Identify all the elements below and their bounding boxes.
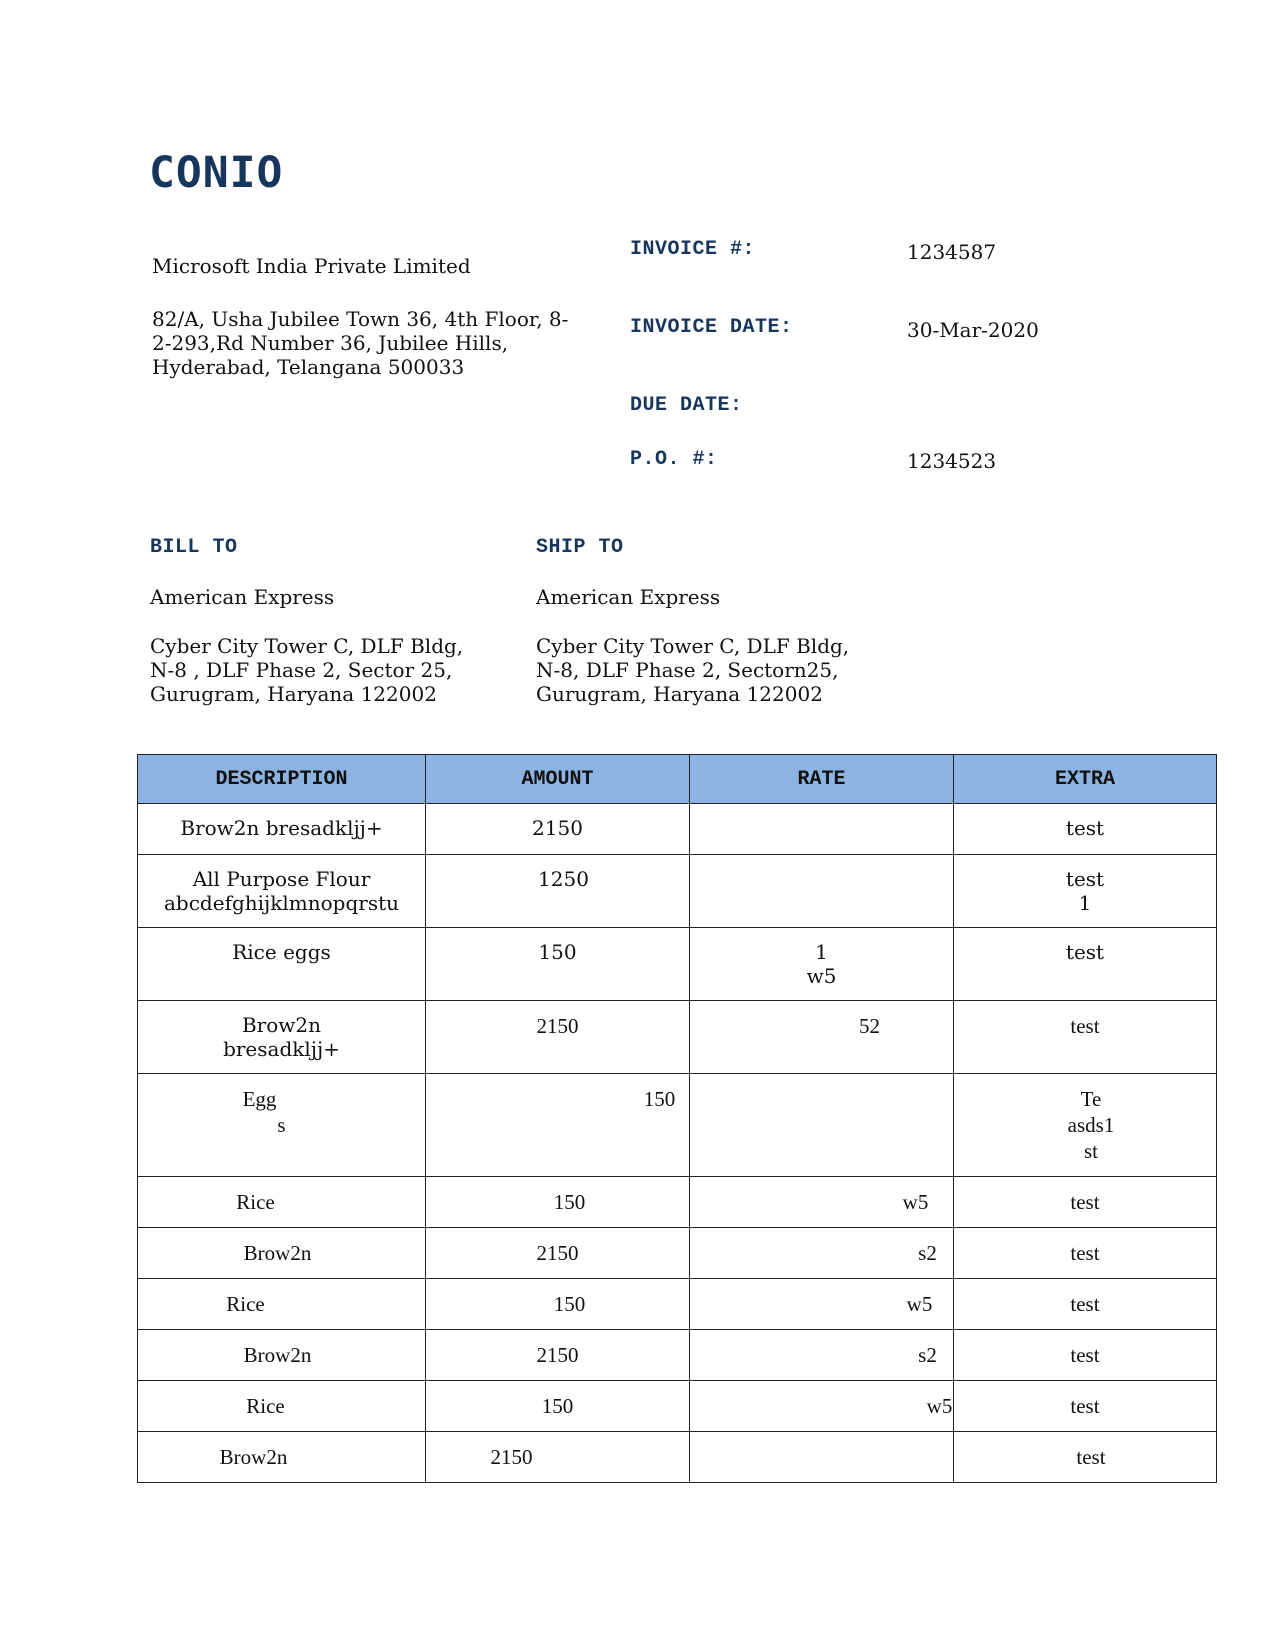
column-header-description: DESCRIPTION (138, 755, 426, 804)
seller-address (152, 307, 602, 379)
seller-name: Microsoft India Private Limited (152, 254, 471, 278)
table-row (138, 804, 1217, 855)
amount-text: 2150 (536, 1343, 579, 1367)
amount-text: 150 (643, 1087, 676, 1111)
cell-description (138, 1001, 426, 1074)
description-text: Rice (226, 1292, 265, 1316)
table-row (138, 1228, 1217, 1279)
cell-description (138, 928, 426, 1001)
cell-description (138, 1330, 426, 1381)
cell-description (138, 1228, 426, 1279)
cell-rate (690, 928, 954, 1001)
line-items-table (137, 754, 1217, 1483)
cell-amount (426, 1228, 690, 1279)
table-row (138, 1381, 1217, 1432)
description-text: Brow2n (243, 1241, 312, 1265)
rate-text: 52 (859, 1014, 880, 1038)
table-row (138, 1330, 1217, 1381)
table-body (138, 804, 1217, 1483)
cell-extra (954, 1432, 1217, 1483)
description-text: Rice eggs (232, 940, 331, 964)
extra-text: test (1070, 1343, 1100, 1367)
cell-rate (690, 1432, 954, 1483)
table-row (138, 1001, 1217, 1074)
description-text: Rice (246, 1394, 285, 1418)
extra-text: test (1070, 1292, 1100, 1316)
bill-to-address-line: Gurugram, Haryana 122002 (150, 682, 437, 706)
seller-address-line: 82/A, Usha Jubilee Town 36, 4th Floor, 8- (152, 307, 569, 331)
description-text: abcdefghijklmnopqrstu (164, 891, 399, 915)
column-header-extra: EXTRA (954, 755, 1217, 804)
cell-description (138, 855, 426, 928)
table-row (138, 1074, 1217, 1177)
extra-text: test (1076, 1445, 1106, 1469)
po-number-label: P.O. #: (630, 448, 718, 471)
cell-rate (690, 1177, 954, 1228)
bill-to-heading: BILL TO (150, 536, 238, 559)
amount-text: 150 (553, 1292, 586, 1316)
ship-to-name: American Express (536, 585, 721, 609)
table-row (138, 928, 1217, 1001)
bill-to-address-line: N-8 , DLF Phase 2, Sector 25, (150, 658, 453, 682)
amount-text: 150 (541, 1394, 574, 1418)
cell-amount (426, 1330, 690, 1381)
amount-text: 1250 (538, 867, 589, 891)
description-text: Brow2n (243, 1343, 312, 1367)
rate-text: 1 (815, 940, 828, 964)
cell-amount (426, 1381, 690, 1432)
bill-to-address (150, 634, 463, 706)
po-number: 1234523 (907, 449, 997, 473)
description-text: Brow2n bresadkljj+ (180, 816, 383, 840)
ship-to-heading: SHIP TO (536, 536, 624, 559)
cell-rate (690, 1279, 954, 1330)
table-row (138, 1279, 1217, 1330)
amount-text: 2150 (536, 1241, 579, 1265)
cell-amount (426, 855, 690, 928)
cell-amount (426, 1001, 690, 1074)
description-text: bresadkljj+ (223, 1037, 340, 1061)
rate-text: s2 (918, 1343, 937, 1367)
cell-amount (426, 928, 690, 1001)
rate-text: w5 (906, 1292, 933, 1316)
ship-to-address (536, 634, 849, 706)
table-row (138, 1432, 1217, 1483)
cell-amount (426, 1279, 690, 1330)
rate-text: w5 (806, 964, 837, 988)
extra-text: test (1065, 867, 1105, 891)
cell-extra (954, 1074, 1217, 1177)
ship-to-address-line: N-8, DLF Phase 2, Sectorn25, (536, 658, 839, 682)
rate-text: s2 (918, 1241, 937, 1265)
invoice-number: 1234587 (907, 240, 997, 264)
cell-amount (426, 1177, 690, 1228)
invoice-date: 30-Mar-2020 (907, 318, 1039, 342)
amount-text: 150 (538, 940, 577, 964)
extra-text: test (1070, 1241, 1100, 1265)
description-text: Brow2n (241, 1013, 322, 1037)
cell-description (138, 804, 426, 855)
bill-to-address-line: Cyber City Tower C, DLF Bldg, (150, 634, 464, 658)
cell-extra (954, 804, 1217, 855)
column-header-amount: AMOUNT (426, 755, 690, 804)
due-date-label: DUE DATE: (630, 394, 743, 417)
ship-to-address-line: Cyber City Tower C, DLF Bldg, (536, 634, 850, 658)
cell-rate (690, 804, 954, 855)
invoice-number-label: INVOICE #: (630, 238, 756, 261)
amount-text: 150 (553, 1190, 586, 1214)
description-text: s (277, 1113, 286, 1137)
rate-text: w5 (902, 1190, 929, 1214)
extra-text: test (1065, 940, 1105, 964)
company-logo: CONIO (149, 148, 284, 198)
cell-rate (690, 1381, 954, 1432)
cell-extra (954, 928, 1217, 1001)
cell-amount (426, 1074, 690, 1177)
extra-text: test (1070, 1190, 1100, 1214)
amount-text: 2150 (536, 1014, 579, 1038)
cell-description (138, 1074, 426, 1177)
cell-rate (690, 1001, 954, 1074)
cell-description (138, 1381, 426, 1432)
extra-text: test (1070, 1394, 1100, 1418)
amount-text: 2150 (532, 816, 583, 840)
extra-text: asds1 (1067, 1113, 1115, 1137)
rate-text: w5 (926, 1394, 953, 1418)
seller-address-line: Hyderabad, Telangana 500033 (152, 355, 465, 379)
cell-rate (690, 1330, 954, 1381)
column-header-rate: RATE (690, 755, 954, 804)
extra-text: 1 (1078, 891, 1092, 915)
extra-text: st (1083, 1139, 1098, 1163)
seller-address-line: 2-293,Rd Number 36, Jubilee Hills, (152, 331, 509, 355)
description-text: Brow2n (219, 1445, 288, 1469)
description-text: Egg (242, 1087, 277, 1111)
table-row (138, 855, 1217, 928)
extra-text: test (1070, 1014, 1100, 1038)
extra-text: Te (1080, 1087, 1102, 1111)
invoice-date-label: INVOICE DATE: (630, 316, 793, 339)
amount-text: 2150 (490, 1445, 533, 1469)
cell-rate (690, 855, 954, 928)
table-row (138, 1177, 1217, 1228)
ship-to-address-line: Gurugram, Haryana 122002 (536, 682, 823, 706)
cell-rate (690, 1228, 954, 1279)
bill-to-name: American Express (150, 585, 335, 609)
cell-description (138, 1177, 426, 1228)
cell-amount (426, 1432, 690, 1483)
extra-text: test (1065, 816, 1105, 840)
table-header-row (138, 755, 1217, 804)
description-text: All Purpose Flour (192, 867, 371, 891)
description-text: Rice (236, 1190, 275, 1214)
cell-description (138, 1279, 426, 1330)
cell-amount (426, 804, 690, 855)
cell-extra (954, 855, 1217, 928)
